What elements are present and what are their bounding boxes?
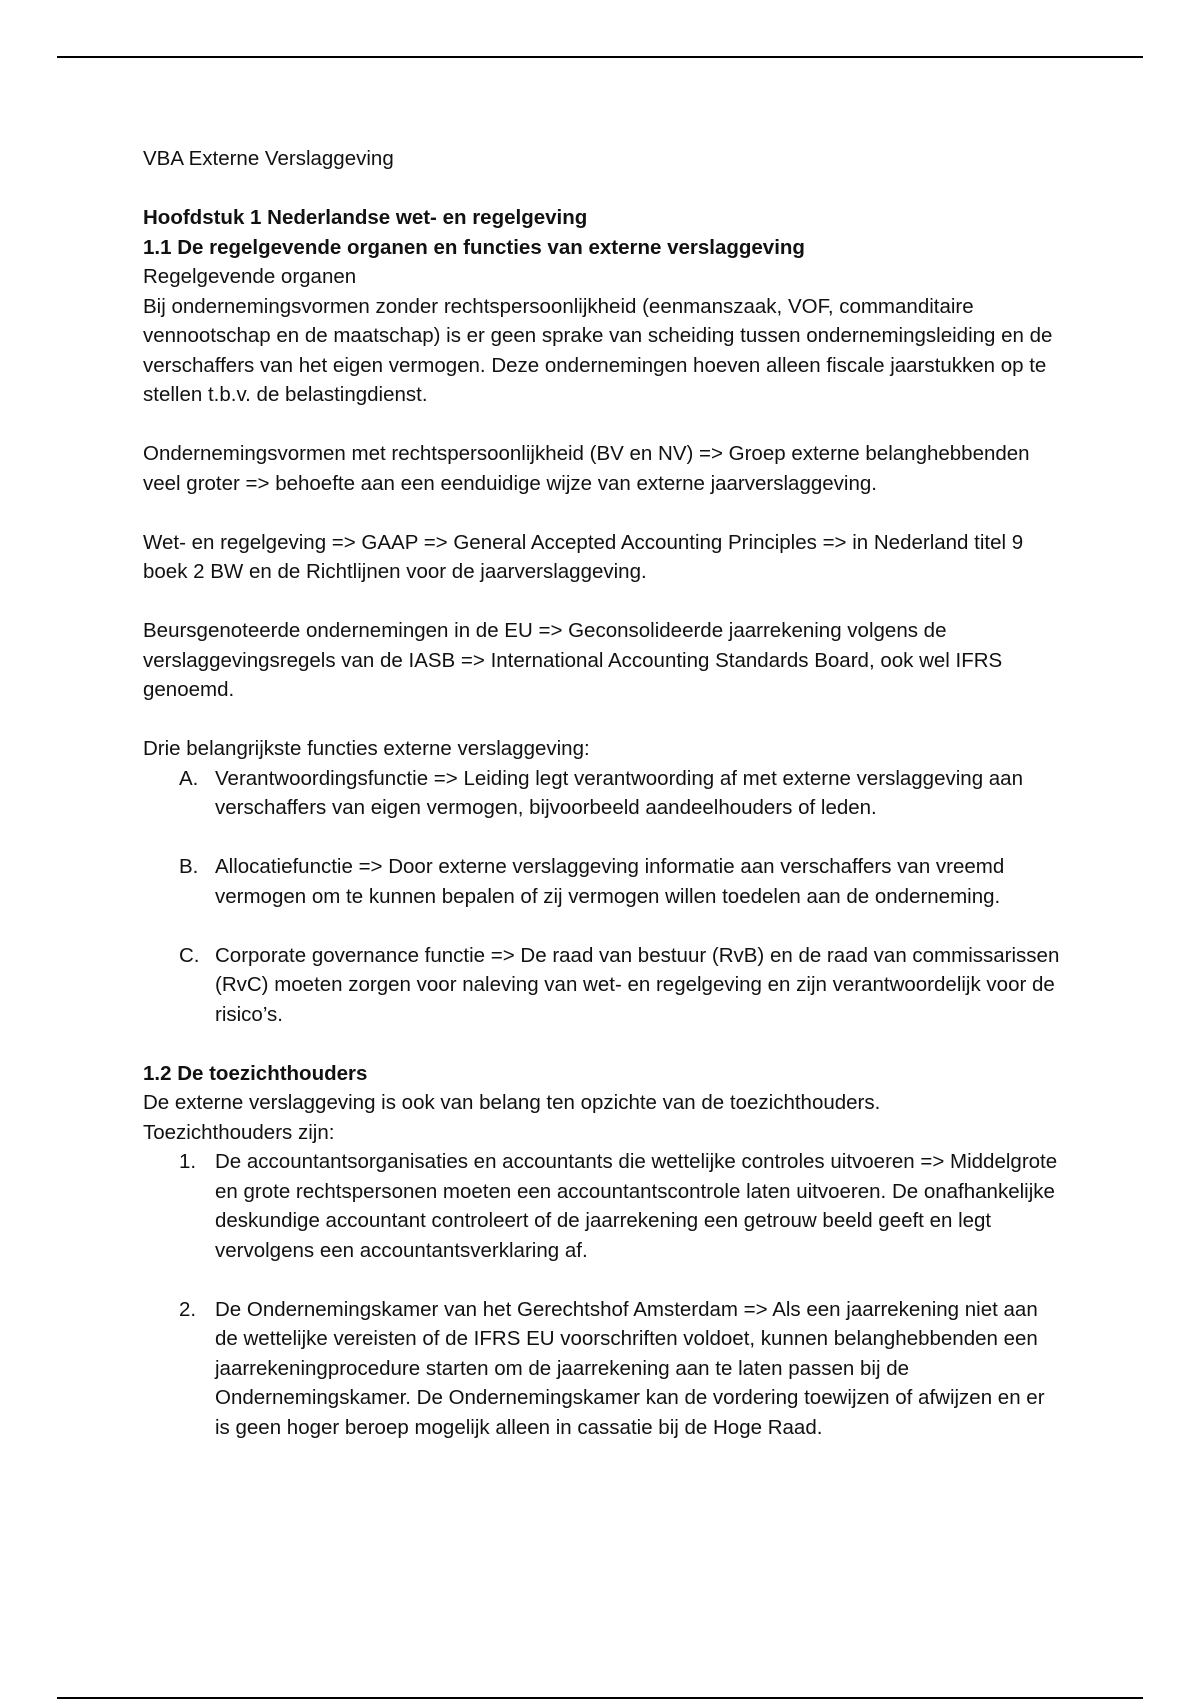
list-marker: A. xyxy=(179,766,199,790)
list-item-text: Verantwoordingsfunctie => Leiding legt verantwoording af met externe verslaggeving aan verschaffers van eigen vermogen, bijvoorbeeld aandeelhouders of leden. xyxy=(215,766,1023,819)
paragraph: Bij ondernemingsvormen zonder rechtspersoonlijkheid (eenmanszaak, VOF, commanditaire vennootschap en de maatschap) is er geen sprake van scheiding tussen ondernemingsleiding en de verschaffers van het eigen vermogen. Deze ondernemingen hoeven alleen fiscale jaarstukken op te stellen t.b.v. de belastingdienst. xyxy=(143,294,1053,406)
spacer xyxy=(143,498,1063,528)
paragraph: Toezichthouders zijn: xyxy=(143,1120,335,1144)
list-item-text: Allocatiefunctie => Door externe verslaggeving informatie aan verschaffers van vreemd vermogen om te kunnen bepalen of zij vermogen willen toedelen aan de onderneming. xyxy=(215,855,1005,908)
section-heading-1-2: 1.2 De toezichthouders xyxy=(143,1061,368,1085)
list-item xyxy=(179,941,1063,1030)
supervisors-list xyxy=(143,1147,1063,1442)
spacer xyxy=(143,1265,1063,1295)
spacer xyxy=(143,911,1063,941)
list-marker: C. xyxy=(179,943,200,967)
subheading-regelgevende-organen: Regelgevende organen xyxy=(143,265,357,288)
list-item-text: De accountantsorganisaties en accountants die wettelijke controles uitvoeren => Middelgrote en grote rechtspersonen moeten een accountantscontrole laten uitvoeren. De onafhankelijke deskundige accountant controleert of de jaarrekening een getrouw beeld geeft en legt vervolgens een accountantsverklaring af. xyxy=(215,1150,1058,1262)
page-top-rule xyxy=(57,56,1143,58)
paragraph: Ondernemingsvormen met rechtspersoonlijkheid (BV en NV) => Groep externe belanghebbenden veel groter => behoefte aan een eenduidige wijze van externe jaarverslaggeving. xyxy=(143,442,1030,495)
document-title: VBA Externe Verslaggeving xyxy=(143,147,394,170)
spacer xyxy=(143,174,1063,204)
chapter-heading: Hoofdstuk 1 Nederlandse wet- en regelgeving xyxy=(143,206,588,229)
spacer xyxy=(143,823,1063,853)
paragraph: De externe verslaggeving is ook van belang ten opzichte van de toezichthouders. xyxy=(143,1091,881,1114)
list-marker: 2. xyxy=(179,1297,197,1321)
section-heading-1-1: 1.1 De regelgevende organen en functies van externe verslaggeving xyxy=(143,235,805,259)
list-item xyxy=(179,764,1063,823)
list-marker: 1. xyxy=(179,1150,197,1173)
paragraph: Wet- en regelgeving => GAAP => General Accepted Accounting Principles => in Nederland titel 9 boek 2 BW en de Richtlijnen voor de jaarverslaggeving. xyxy=(143,530,1024,583)
list-item-text: De Ondernemingskamer van het Gerechtshof Amsterdam => Als een jaarrekening niet aan de wettelijke vereisten of de IFRS EU voorschriften voldoet, kunnen belanghebbenden een jaarrekeningprocedure starten om de jaarrekening aan te laten passen bij de Ondernemingskamer. De Ondernemingskamer kan de vordering toewijzen of afwijzen en er is geen hoger beroep mogelijk alleen in cassatie bij de Hoge Raad. xyxy=(215,1297,1045,1439)
list-item xyxy=(179,1147,1063,1265)
list-item xyxy=(179,852,1063,911)
list-marker: B. xyxy=(179,855,199,878)
paragraph: Beursgenoteerde ondernemingen in de EU => Geconsolideerde jaarrekening volgens de verslaggevingsregels van de IASB => International Accounting Standards Board, ook wel IFRS genoemd. xyxy=(143,619,1003,701)
spacer xyxy=(143,410,1063,440)
spacer xyxy=(143,587,1063,617)
document-body xyxy=(143,144,1063,1442)
list-item xyxy=(179,1295,1063,1443)
spacer xyxy=(143,1029,1063,1059)
functions-intro: Drie belangrijkste functies externe verslaggeving: xyxy=(143,737,590,760)
page-bottom-rule xyxy=(57,1697,1143,1699)
spacer xyxy=(143,705,1063,735)
functions-list xyxy=(143,764,1063,1030)
list-item-text: Corporate governance functie => De raad van bestuur (RvB) en de raad van commissarissen (RvC) moeten zorgen voor naleving van wet- en regelgeving en zijn verantwoordelijk voor de risico’s. xyxy=(215,943,1060,1026)
